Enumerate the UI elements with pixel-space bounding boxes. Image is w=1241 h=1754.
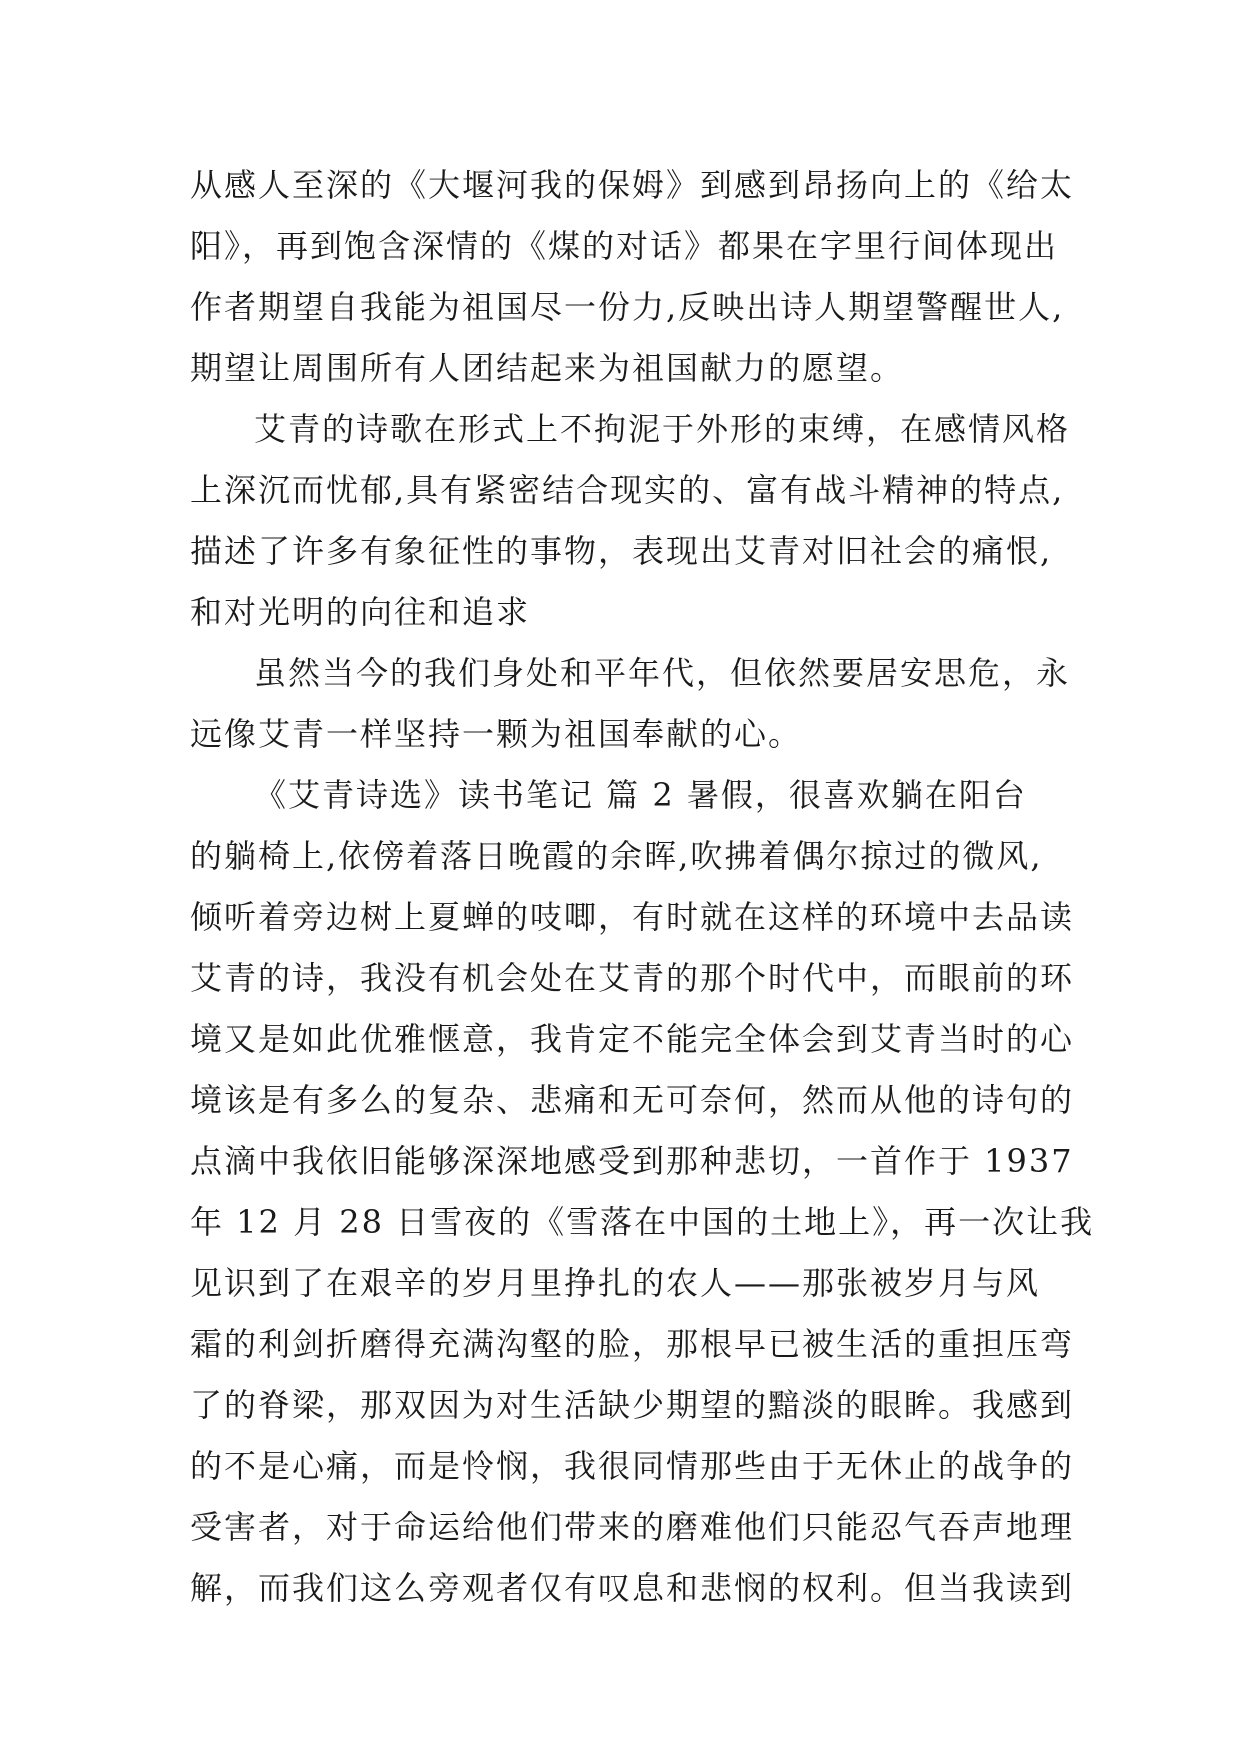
text-line: 霜的利剑折磨得充满沟壑的脸，那根早已被生活的重担压弯 — [190, 1325, 1075, 1363]
text-line: 点滴中我依旧能够深深地感受到那种悲切，一首作于 1937 — [190, 1142, 1074, 1180]
body-text — [190, 155, 1095, 1619]
text-line: 描述了许多有象征性的事物，表现出艾青对旧社会的痛恨, — [190, 532, 1053, 570]
text-line: 的躺椅上,依傍着落日晚霞的余晖,吹拂着偶尔掠过的微风, — [190, 837, 1043, 875]
text-line: 境该是有多么的复杂、悲痛和无可奈何，然而从他的诗句的 — [190, 1081, 1075, 1119]
text-line: 和对光明的向往和追求 — [190, 593, 531, 631]
text-line: 艾青的诗，我没有机会处在艾青的那个时代中，而眼前的环 — [190, 959, 1075, 997]
text-line: 从感人至深的《大堰河我的保姆》到感到昂扬向上的《给太 — [190, 166, 1075, 204]
text-line: 境又是如此优雅惬意，我肯定不能完全体会到艾青当时的心 — [190, 1020, 1075, 1058]
text-line: 艾青的诗歌在形式上不拘泥于外形的束缚，在感情风格 — [254, 410, 1071, 448]
text-line: 见识到了在艰辛的岁月里挣扎的农人——那张被岁月与风 — [190, 1264, 1041, 1302]
text-line: 了的脊梁，那双因为对生活缺少期望的黯淡的眼眸。我感到 — [190, 1386, 1075, 1424]
text-line: 阳》，再到饱含深情的《煤的对话》都果在字里行间体现出 — [190, 227, 1059, 265]
text-line: 作者期望自我能为祖国尽一份力,反映出诗人期望警醒世人, — [190, 288, 1065, 326]
text-line: 远像艾青一样坚持一颗为祖国奉献的心。 — [190, 715, 803, 753]
text-line: 受害者，对于命运给他们带来的磨难他们只能忍气吞声地理 — [190, 1508, 1075, 1546]
text-line: 年 12 月 28 日雪夜的《雪落在中国的土地上》，再一次让我 — [190, 1203, 1095, 1241]
text-line: 解，而我们这么旁观者仅有叹息和悲悯的权利。但当我读到 — [190, 1569, 1075, 1607]
text-line: 上深沉而忧郁,具有紧密结合现实的、富有战斗精神的特点, — [190, 471, 1065, 509]
text-line: 的不是心痛，而是怜悯，我很同情那些由于无休止的战争的 — [190, 1447, 1075, 1485]
text-line: 《艾青诗选》读书笔记 篇 2 暑假，很喜欢躺在阳台 — [254, 776, 1027, 814]
text-line: 期望让周围所有人团结起来为祖国献力的愿望。 — [190, 349, 905, 387]
text-line: 倾听着旁边树上夏蝉的吱唧，有时就在这样的环境中去品读 — [190, 898, 1075, 936]
text-line: 虽然当今的我们身处和平年代，但依然要居安思危，永 — [254, 654, 1071, 692]
